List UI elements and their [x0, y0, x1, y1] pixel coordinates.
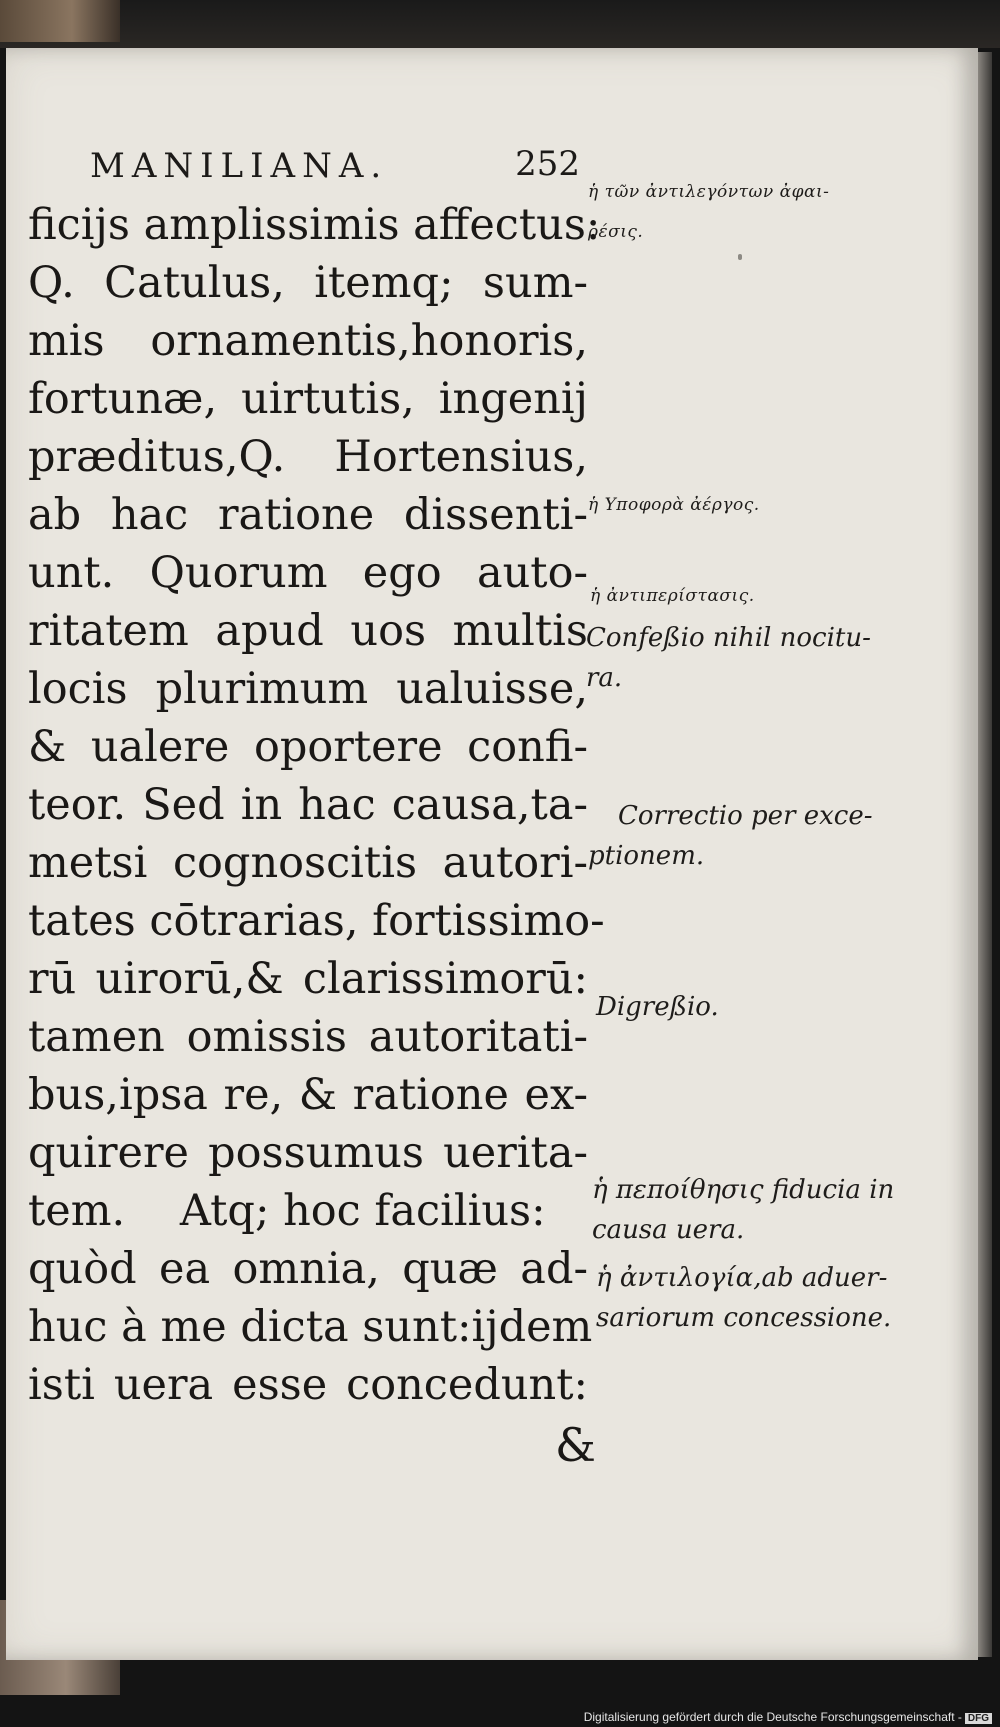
- text-line: rū uirorū,& clarissimorū:: [28, 954, 588, 1004]
- gloss-line: ἡ Υποφορὰ ἀέργος.: [588, 495, 760, 515]
- gloss-line: sariorum concessione.: [596, 1303, 892, 1333]
- paper-speck: [738, 254, 742, 260]
- margin-gloss: [596, 987, 719, 1027]
- text-line: bus,ipsa re, & ratione ex-: [28, 1070, 588, 1120]
- gloss-line: ptionem.: [588, 841, 705, 871]
- text-line: tates cōtrarias, fortissimo-: [28, 896, 605, 946]
- page-right-edge: [978, 52, 992, 1657]
- text-line: locis plurimum ualuisse,: [28, 664, 588, 714]
- text-line: ficijs amplissimis affectus:: [28, 200, 601, 250]
- gloss-line: ρέσις.: [588, 222, 644, 242]
- gloss-line: causa uera.: [592, 1215, 745, 1245]
- running-header: [90, 140, 580, 190]
- book-spine-top: [0, 0, 120, 42]
- text-line: fortunæ, uirtutis, ingenij: [28, 374, 588, 424]
- text-line: metsi cognoscitis autori-: [28, 838, 588, 888]
- text-line: isti uera esse concedunt:: [28, 1360, 588, 1410]
- gloss-line: ἡ ἀντιλογία,ab aduer-: [596, 1263, 888, 1293]
- funding-credit: [584, 1710, 992, 1724]
- gloss-line: Digreßio.: [596, 992, 719, 1022]
- text-line: huc à me dicta sunt:ijdem: [28, 1302, 593, 1352]
- gloss-line: Confeßio nihil nocitu-: [586, 623, 871, 653]
- body-text-column: [28, 196, 605, 1414]
- dfg-logo: DFG: [965, 1713, 992, 1724]
- text-line: tamen omissis autoritati-: [28, 1012, 588, 1062]
- page-number: 252: [515, 144, 580, 184]
- margin-gloss: [596, 1258, 891, 1338]
- margin-gloss: [588, 172, 829, 252]
- text-line: ab hac ratione dissenti-: [28, 490, 588, 540]
- gloss-line: ἡ πεποίθησις fiducia in: [592, 1175, 895, 1205]
- gloss-line: ἡ ἀντιπερίστασις.: [590, 586, 755, 606]
- margin-gloss: [588, 495, 760, 515]
- margin-gloss: [588, 796, 873, 876]
- text-line: & ualere oportere confi-: [28, 722, 588, 772]
- gloss-line: ra.: [586, 663, 623, 693]
- book-top-edge: [0, 0, 1000, 48]
- text-line: præditus,Q. Hortensius,: [28, 432, 588, 482]
- text-line: unt. Quorum ego auto-: [28, 548, 588, 598]
- gloss-line: Correctio per exce-: [618, 801, 873, 831]
- funding-credit-text: Digitalisierung gefördert durch die Deutsche Forschungsgemeinschaft -: [583, 1710, 962, 1724]
- catchword: &: [555, 1418, 596, 1472]
- text-line: quirere possumus uerita-: [28, 1128, 588, 1178]
- margin-gloss: [592, 1170, 894, 1250]
- text-line: ritatem apud uos multis: [28, 606, 588, 656]
- gloss-line: ἡ τῶν ἀντιλεγόντων ἀφαι-: [588, 182, 830, 202]
- running-title: MANILIANA.: [90, 146, 389, 186]
- text-line: Q. Catulus, itemq; sum-: [28, 258, 588, 308]
- margin-gloss: [590, 586, 755, 606]
- margin-gloss: [586, 618, 871, 698]
- text-line: teor. Sed in hac causa,ta-: [28, 780, 588, 830]
- text-line: mis ornamentis,honoris,: [28, 316, 588, 366]
- text-line: tem. Atq; hoc facilius:: [28, 1186, 546, 1236]
- text-line: quòd ea omnia, quæ ad-: [28, 1244, 588, 1294]
